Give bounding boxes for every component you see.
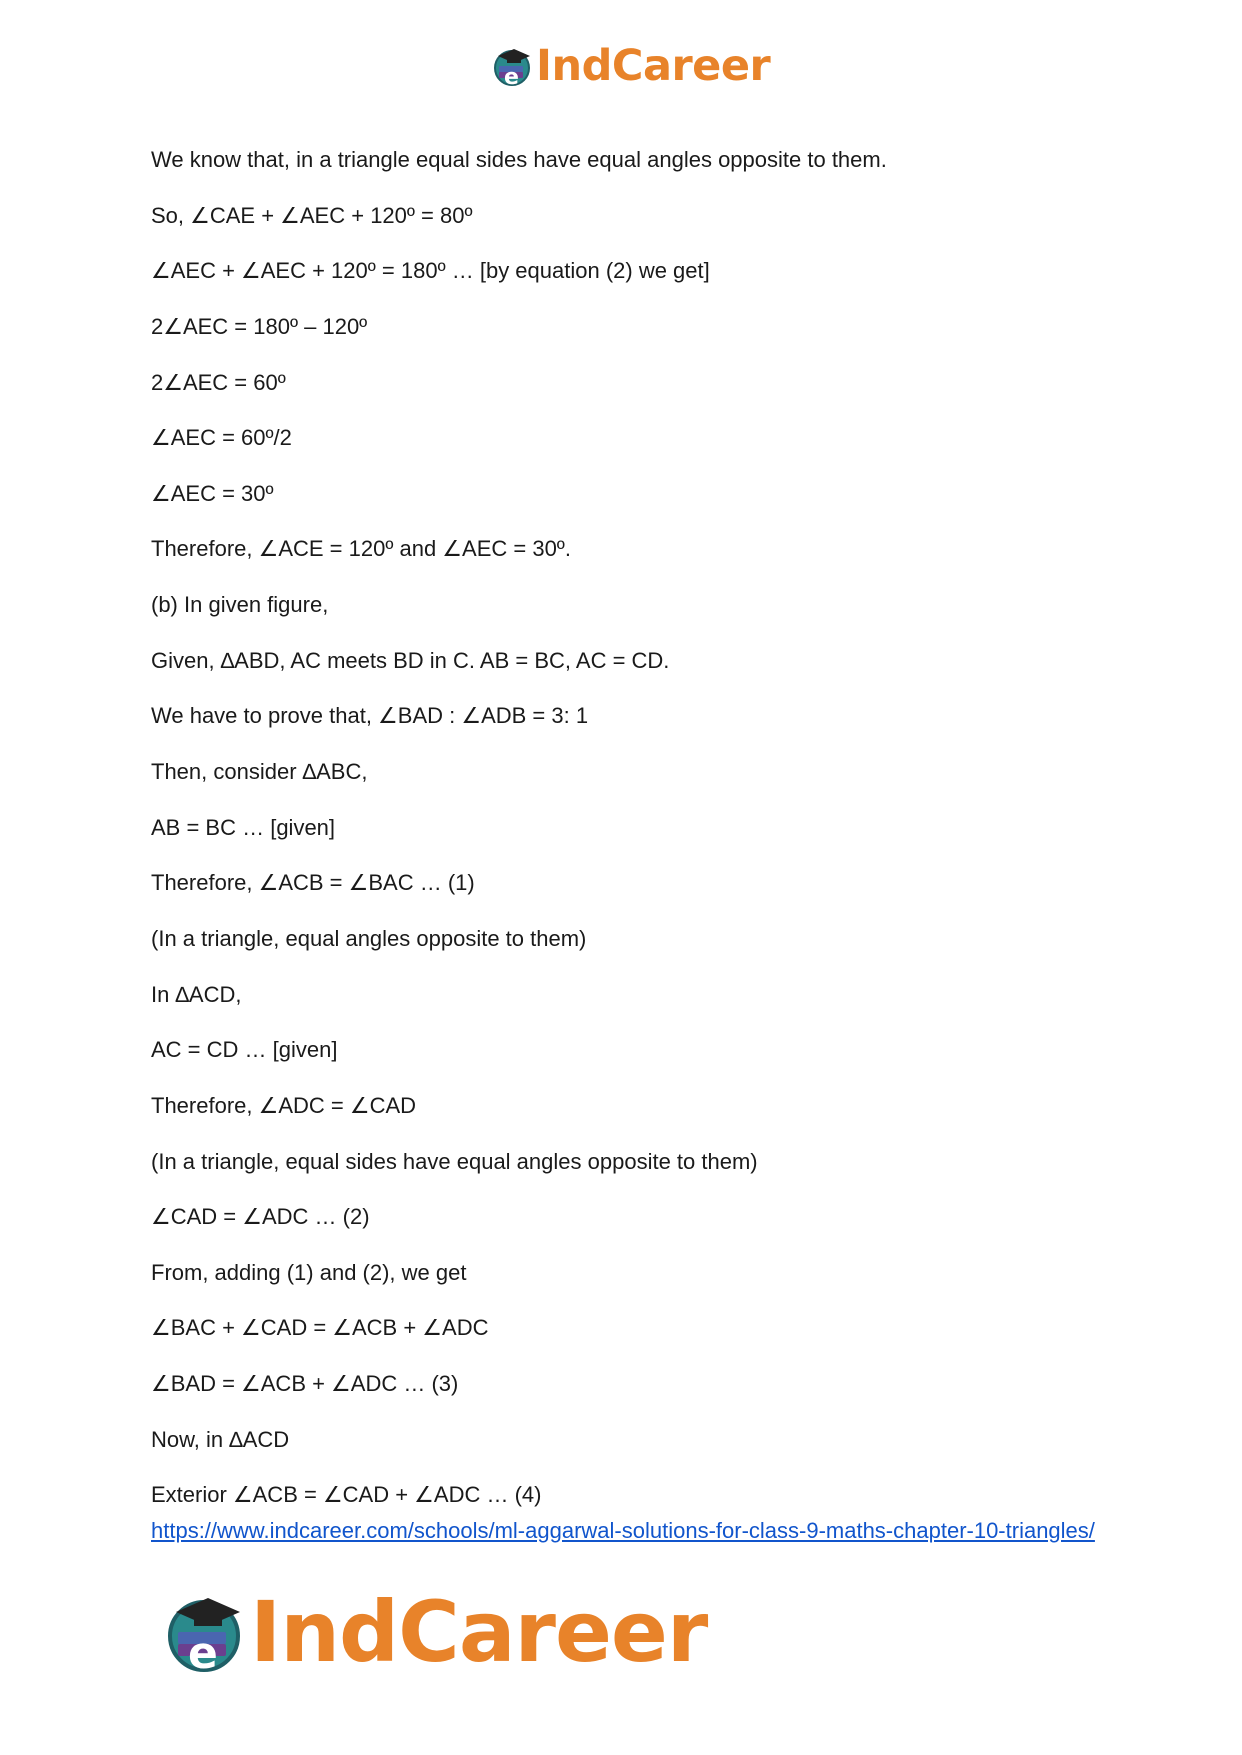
text-line: So, ∠CAE + ∠AEC + 120º = 80º [151,202,473,228]
text-line: Therefore, ∠ACB = ∠BAC … (1) [151,870,475,896]
header-logo [490,42,770,90]
text-line: ∠AEC = 30º [151,480,274,506]
svg-text:e: e [188,1628,218,1676]
text-line: AB = BC … [given] [151,814,336,840]
graduation-globe-icon [490,44,534,88]
text-line: ∠AEC = 60º/2 [151,425,292,451]
text-line: (b) In given figure, [151,592,329,618]
text-line: In ∆ACD, [151,981,242,1007]
text-line: (In a triangle, equal sides have equal angles opposite to them) [151,1148,758,1174]
text-line: ∠BAC + ∠CAD = ∠ACB + ∠ADC [151,1315,489,1341]
text-line: Therefore, ∠ACE = 120º and ∠AEC = 30º. [151,536,571,562]
text-line: ∠CAD = ∠ADC … (2) [151,1204,370,1230]
graduation-globe-icon [160,1588,248,1676]
text-line: Exterior ∠ACB = ∠CAD + ∠ADC … (4) [151,1482,542,1508]
svg-text:e: e [504,65,519,88]
brand-wordmark: IndCareer [250,1583,708,1681]
text-line: 2∠AEC = 60º [151,369,286,395]
text-line: From, adding (1) and (2), we get [151,1259,467,1285]
brand-wordmark: IndCareer [536,40,771,91]
source-link[interactable]: https://www.indcareer.com/schools/ml-aggarwal-solutions-for-class-9-maths-chapter-10-triangles/ [151,1518,1095,1543]
text-line: Therefore, ∠ADC = ∠CAD [151,1092,417,1118]
text-line: 2∠AEC = 180º – 120º [151,313,368,339]
text-line: (In a triangle, equal angles opposite to them) [151,925,587,951]
document-body [151,146,1111,1537]
text-line: ∠BAD = ∠ACB + ∠ADC … (3) [151,1371,459,1397]
text-line: Then, consider ∆ABC, [151,759,368,785]
footer-logo [160,1583,708,1681]
text-line: ∠AEC + ∠AEC + 120º = 180º … [by equation (2) we get] [151,258,710,284]
text-line: Given, ∆ABD, AC meets BD in C. AB = BC, AC = CD. [151,647,670,673]
text-line: We have to prove that, ∠BAD : ∠ADB = 3: 1 [151,703,589,729]
text-line: Now, in ∆ACD [151,1426,290,1452]
text-line: AC = CD … [given] [151,1037,338,1063]
text-line: We know that, in a triangle equal sides have equal angles opposite to them. [151,147,887,172]
